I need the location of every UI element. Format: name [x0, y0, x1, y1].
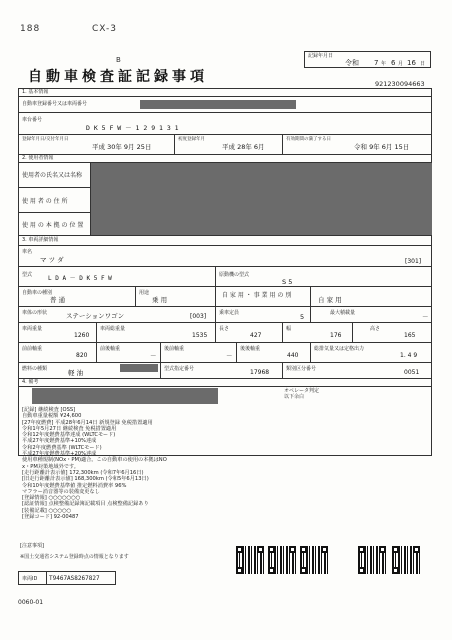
- capacity-label: 乗車定員: [219, 310, 240, 316]
- redacted-reg-number: [140, 100, 296, 109]
- divider: [282, 362, 283, 378]
- record-date-era: 令和: [345, 59, 359, 67]
- divider: [174, 134, 175, 154]
- remark-line: [27年度燃費] 平成28年6月14日 新規登録 免税措置適用: [22, 419, 153, 426]
- divider: [18, 322, 432, 323]
- capacity-value: 5: [300, 313, 305, 321]
- remark-line: 令和2年度燃費基準 (WLTCモード): [22, 444, 102, 451]
- remark-line: 自動車重量税額 ¥24,600: [22, 413, 82, 420]
- record-date-day: 16: [407, 59, 416, 67]
- remark-line: [走行距離計表示値] 172,300km (令和7年6月16日): [22, 469, 144, 476]
- business-value: 自 家 用: [318, 296, 342, 304]
- divider: [18, 112, 432, 113]
- divider: [96, 342, 97, 362]
- footer-code: 0060-01: [18, 599, 44, 606]
- handwritten-number: 188: [20, 24, 41, 34]
- remark-line: 令和12年度燃費基準達成 (WLTCモード): [22, 432, 116, 439]
- divider: [310, 342, 311, 362]
- max-load-value: －: [422, 313, 429, 321]
- max-load-label: 最大積載量: [330, 310, 356, 316]
- section2-heading: 2. 使用者情報: [22, 155, 54, 161]
- record-date-box: [304, 51, 431, 68]
- divider: [96, 322, 97, 342]
- handwritten-model: CX-3: [92, 24, 117, 34]
- category-number-value: 0051: [404, 369, 420, 376]
- model-value: L D A － D K 5 F W: [48, 275, 112, 282]
- front-front-axle-label: 前前軸重: [22, 346, 43, 352]
- divider: [18, 154, 432, 155]
- vehicle-id-box: [18, 571, 116, 585]
- divider: [215, 322, 216, 342]
- divider: [310, 286, 311, 306]
- expiry-label: 有効期間の満了する日: [286, 137, 331, 142]
- business-label: 自 家 用 ・ 事 業 用 の 別: [222, 292, 292, 299]
- remark-line: 平成27年度燃費基準+10%達成: [22, 438, 97, 445]
- divider: [310, 306, 311, 322]
- rear-front-axle-label: 後前軸重: [164, 346, 185, 352]
- fuel-value: 軽 油: [68, 369, 84, 377]
- first-year-label: 初度登録年月: [178, 137, 205, 142]
- weight-value: 1260: [74, 332, 90, 339]
- displacement-label: 総排気量又は定格出力: [314, 346, 365, 352]
- remark-line: 平成27年度燃費基準+20%達成: [22, 451, 97, 458]
- vehicle-id-label: 車両ID: [22, 576, 38, 582]
- notice-heading: [注意事項]: [20, 543, 44, 549]
- divider: [18, 212, 90, 213]
- remark-line: [装備記載] ○○○○○: [22, 507, 72, 514]
- record-date-day-unit: 日: [420, 61, 426, 67]
- remark-line: マフラー消音器等の装備変更なし: [22, 488, 100, 495]
- divider: [160, 342, 161, 362]
- gross-weight-value: 1535: [192, 332, 208, 339]
- record-date-year: 7: [374, 59, 379, 67]
- record-date-year-unit: 年: [381, 61, 387, 67]
- remark-line: [記録] 継続検査 [OSS]: [22, 407, 76, 413]
- divider: [18, 342, 432, 343]
- use-label: 用途: [139, 290, 150, 296]
- displacement-value: 1. 4 9: [400, 352, 418, 359]
- body-shape-code: [003]: [190, 313, 207, 320]
- rear-front-axle-value: －: [226, 352, 233, 360]
- first-reg-label: 登録年月日/交付年月日: [22, 137, 69, 142]
- body-shape-value: ステーションワゴン: [66, 312, 125, 320]
- remarks-notes: [22, 407, 167, 520]
- width-value: 176: [330, 332, 342, 339]
- engine-label: 原動機の型式: [219, 272, 250, 278]
- divider: [135, 286, 136, 306]
- remark-line: x・PM対策地域外です。: [22, 463, 79, 470]
- remark-line: [登録コード] 92-00487: [22, 514, 79, 521]
- front-rear-axle-label: 前後軸重: [100, 346, 121, 352]
- engine-value: S 5: [282, 278, 293, 286]
- kind-value: 普 通: [50, 296, 66, 304]
- redacted-fuel-detail: [120, 364, 158, 372]
- remark-line: 令和1年5月27日 継続検査 免税措置適用: [22, 425, 117, 432]
- divider: [215, 266, 216, 286]
- width-label: 幅: [286, 326, 292, 332]
- qr-code-4: [358, 546, 386, 574]
- divider: [215, 306, 216, 322]
- remark-line: [認証情報] 点検整備記録簿記載項目 点検整備記録あり: [22, 501, 149, 508]
- divider: [18, 134, 432, 135]
- type-number-label: 型式指定番号: [164, 366, 195, 372]
- divider: [18, 306, 432, 307]
- divider: [236, 342, 237, 362]
- rear-rear-axle-label: 後後軸重: [240, 346, 261, 352]
- section4-heading: 4. 備考: [22, 379, 39, 385]
- body-shape-label: 車体の形状: [22, 310, 48, 316]
- expiry-value: 令和 9年 6月 15日: [354, 143, 410, 151]
- length-label: 長さ: [219, 326, 230, 332]
- divider: [18, 362, 432, 363]
- odo-judgement-label: オペレータ判定: [284, 388, 320, 394]
- document-number: 921230094663: [375, 80, 425, 88]
- record-date-month: 6: [391, 59, 396, 67]
- remark-line: [登録情報] ○○○○○○○: [22, 495, 81, 502]
- divider: [18, 378, 432, 379]
- divider: [215, 286, 216, 306]
- section3-heading: 3. 車両詳細情報: [22, 237, 59, 243]
- remark-line: 令和10年度燃費基準値 推定燃料消費率 96%: [22, 482, 127, 489]
- document-title: 自動車検査証記録事項: [28, 69, 208, 85]
- record-date-label: 記録年月日: [308, 53, 334, 59]
- divider: [18, 386, 432, 387]
- reg-number-label: 自動車登録番号又は車両番号: [22, 101, 88, 107]
- category-number-label: 類別区分番号: [286, 366, 317, 372]
- model-label: 型式: [22, 272, 33, 278]
- base-location-label: 使 用 の 本 拠 の 位 置: [22, 222, 84, 229]
- weight-label: 車両重量: [22, 326, 43, 332]
- chassis-label: 車台番号: [22, 117, 43, 123]
- qr-code-3: [300, 546, 328, 574]
- rear-rear-axle-value: 440: [287, 352, 299, 359]
- qr-code-2: [268, 546, 296, 574]
- divider: [18, 266, 432, 267]
- section1-heading: 1. 基本情報: [22, 89, 49, 95]
- divider: [18, 187, 90, 188]
- divider: [18, 96, 432, 97]
- height-label: 高さ: [370, 326, 381, 332]
- make-label: 車名: [22, 249, 33, 255]
- divider: [18, 235, 432, 236]
- qr-code-1: [236, 546, 264, 574]
- odo-judgement-sub: 以下余白: [284, 394, 305, 400]
- length-value: 427: [250, 332, 262, 339]
- divider: [160, 362, 161, 378]
- handwritten-letter: B: [116, 56, 122, 64]
- front-front-axle-value: 820: [76, 352, 88, 359]
- divider: [46, 572, 47, 584]
- divider: [282, 134, 283, 154]
- first-year-value: 平成 28年 6月: [222, 143, 265, 151]
- redacted-remarks-header: [32, 388, 218, 404]
- record-date-month-unit: 月: [398, 61, 404, 67]
- divider: [352, 322, 353, 342]
- redacted-user-info: [90, 163, 432, 235]
- use-value: 乗 用: [152, 296, 168, 304]
- height-value: 165: [404, 332, 416, 339]
- front-rear-axle-value: －: [150, 352, 157, 360]
- gross-weight-label: 車両総重量: [100, 326, 126, 332]
- user-name-label: 使用者の氏名又は名称: [22, 172, 83, 179]
- make-value: マ ツ ダ: [40, 256, 64, 264]
- vehicle-id-value: T9467AS8267827: [49, 575, 100, 582]
- first-reg-value: 平成 30年 9月 25日: [92, 143, 152, 151]
- remark-line: 使用車種規制(NOx・PM)適合。この自動車の使用の本拠はNO: [22, 457, 167, 464]
- qr-code-5: [392, 546, 420, 574]
- divider: [18, 286, 432, 287]
- user-address-label: 使 用 者 の 住 所: [22, 198, 68, 205]
- divider: [90, 162, 91, 235]
- divider: [18, 245, 432, 246]
- notice-text: ※国土交通省システム登録時点の情報となります: [20, 554, 129, 560]
- type-number-value: 17968: [250, 369, 270, 376]
- make-code: [301]: [405, 258, 422, 265]
- divider: [282, 322, 283, 342]
- remark-line: [旧走行距離計表示値] 168,300km (令和5年6月13日): [22, 476, 149, 483]
- chassis-value: D K 5 F W － 1 2 9 1 3 1: [86, 124, 179, 132]
- kind-label: 自動車の種別: [22, 290, 53, 296]
- fuel-label: 燃料の種類: [22, 366, 48, 372]
